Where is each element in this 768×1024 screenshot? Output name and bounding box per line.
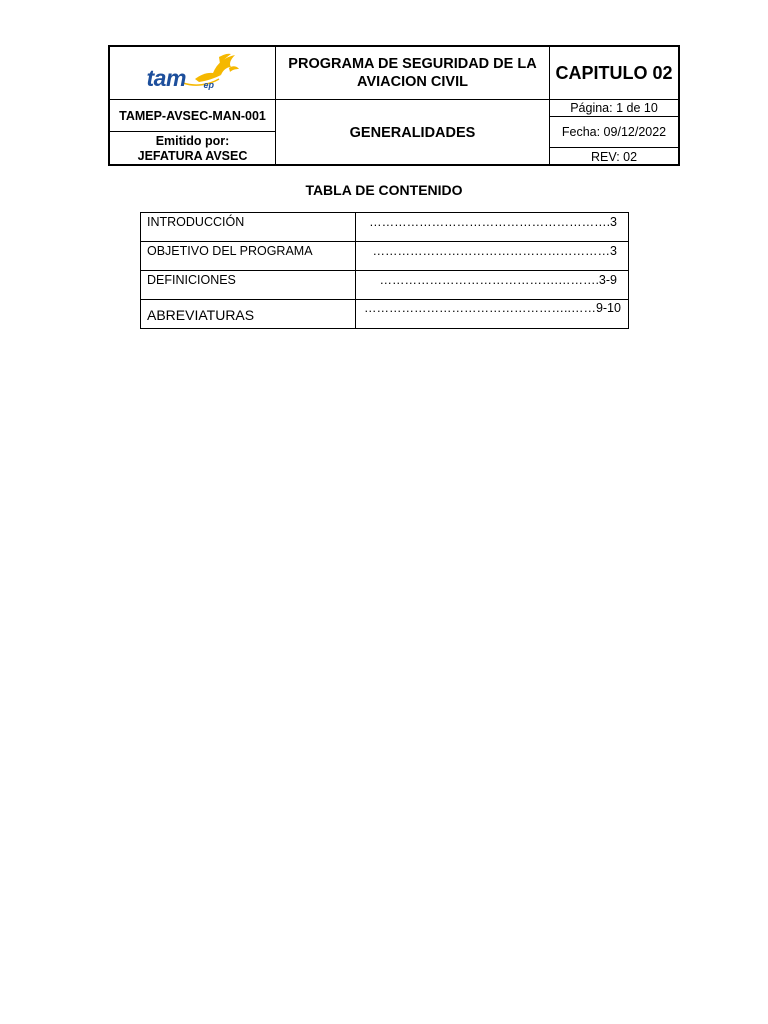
program-title (276, 47, 550, 99)
issued-by-label: Emitido por: (155, 134, 230, 148)
table-of-contents (140, 212, 629, 329)
toc-title: TABLA DE CONTENIDO (305, 182, 463, 198)
toc-entry-page: …………………………………………………3 (356, 242, 629, 271)
logo-suffix: ep (203, 80, 215, 90)
issued-by (110, 131, 276, 166)
issued-by-value: JEFATURA AVSEC (137, 149, 248, 163)
toc-entry-label: ABREVIATURAS (141, 300, 356, 329)
toc-entry-label: DEFINICIONES (141, 271, 356, 300)
toc-entry-label: INTRODUCCIÓN (141, 213, 356, 242)
program-title-line1: PROGRAMA DE SEGURIDAD DE LA (288, 56, 537, 72)
logo-wordmark: tam (146, 65, 186, 91)
document-code: TAMEP-AVSEC-MAN-001 (110, 99, 276, 131)
revision: REV: 02 (550, 147, 678, 166)
toc-row[interactable] (141, 242, 629, 271)
document-header (108, 45, 680, 166)
toc-row[interactable] (141, 271, 629, 300)
toc-entry-page: …………………………………….……….3-9 (356, 271, 629, 300)
issue-date: Fecha: 09/12/2022 (550, 116, 678, 147)
chapter-label: CAPITULO 02 (555, 62, 673, 83)
page-number: Página: 1 de 10 (550, 99, 678, 116)
section-title: GENERALIDADES (276, 99, 550, 166)
company-logo (143, 51, 243, 95)
toc-row[interactable] (141, 300, 629, 329)
toc-entry-page: ………………………………………………….3 (356, 213, 629, 242)
toc-entry-page: …………………………………………..……9-10 (356, 300, 629, 329)
toc-entry-label: OBJETIVO DEL PROGRAMA (141, 242, 356, 271)
toc-row[interactable] (141, 213, 629, 242)
program-title-line2: AVIACION CIVIL (357, 74, 468, 90)
logo-cell (110, 47, 276, 99)
